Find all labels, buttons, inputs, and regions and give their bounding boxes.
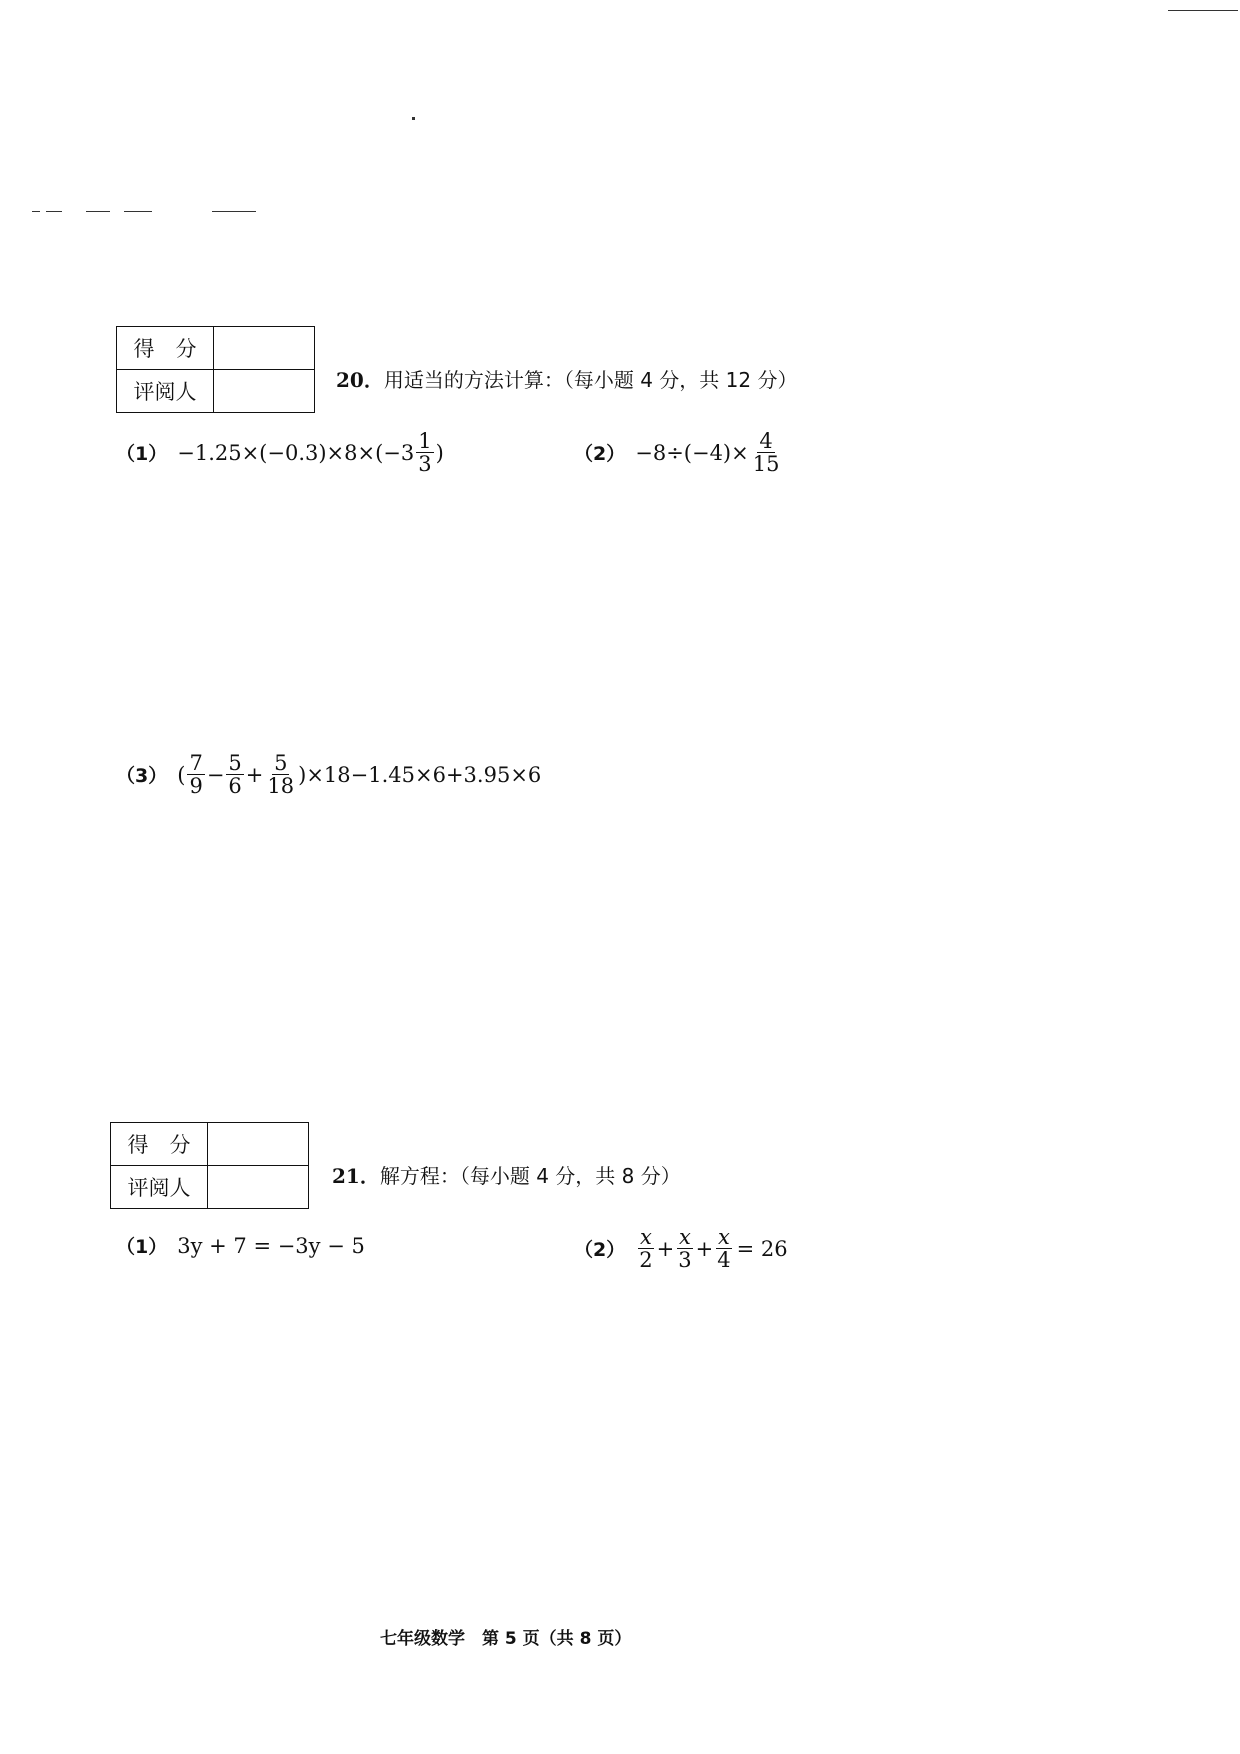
q21-part-2-label: （2） [574,1239,626,1262]
scan-mark-dash [32,211,40,212]
scan-mark-dash [124,211,152,212]
score-label: 得 分 [111,1123,208,1166]
q21-part-2-rhs: = 26 [736,1236,788,1261]
scan-mark-dash [46,211,62,212]
q20-part-3-op-1: − [206,762,225,787]
scan-mark-dash [86,211,110,212]
scan-mark-dash [212,211,256,212]
q21-number: 21． [332,1164,380,1188]
fraction-numerator: 4 [759,429,773,453]
q21-title-text: 解方程： [379,1164,460,1188]
score-label: 得 分 [117,327,214,370]
q20-part-2-fraction [751,430,782,475]
q20-part-1-fraction [416,430,433,475]
q20-part-1 [116,430,444,475]
fraction-denominator: 9 [189,774,203,799]
reviewer-field[interactable] [208,1166,309,1209]
q21-part-1-expr: 3y + 7 = −3y − 5 [177,1233,365,1258]
q20-part-3-fraction-2 [226,752,243,797]
fraction-denominator: 6 [228,774,242,799]
scan-mark-line-top-right [1168,10,1238,11]
q20-part-3-label: （3） [116,765,168,788]
score-field[interactable] [208,1123,309,1166]
q20-part-3 [116,752,541,797]
q20-part-3-open: ( [177,762,186,787]
fraction-denominator: 3 [678,1248,692,1273]
q20-part-3-fraction-1 [187,752,204,797]
q21-part-1 [116,1232,365,1259]
q20-title-text: 用适当的方法计算： [383,368,564,392]
q21-part-2-fraction-1 [637,1226,654,1271]
q20-part-3-rest: )×18−1.45×6+3.95×6 [298,762,542,787]
scan-mark-dot [412,117,415,120]
fraction-numerator: x [717,1225,730,1249]
reviewer-label: 评阅人 [117,370,214,413]
fraction-denominator: 3 [418,452,432,477]
q21-part-2-fraction-3 [715,1226,732,1271]
reviewer-field[interactable] [214,370,315,413]
fraction-numerator: 5 [228,751,242,775]
q20-part-2 [574,430,783,475]
fraction-numerator: x [640,1225,652,1249]
q21-part-2 [574,1226,788,1271]
fraction-denominator: 15 [752,452,780,477]
q20-score-box [116,326,315,413]
page-footer: 七年级数学 第 5 页（共 8 页） [380,1629,632,1649]
fraction-numerator: x [678,1225,691,1249]
fraction-numerator: 5 [274,751,288,775]
q20-part-2-expr: −8÷(−4)× [635,440,749,465]
fraction-denominator: 2 [639,1248,653,1273]
q21-part-2-op-2: + [695,1236,714,1261]
score-field[interactable] [214,327,315,370]
q21-part-2-op-1: + [656,1236,675,1261]
q20-part-3-fraction-3 [265,752,296,797]
q21-score-box [110,1122,309,1209]
reviewer-label: 评阅人 [111,1166,208,1209]
q20-part-1-close: ) [435,440,444,465]
q20-part-1-label: （1） [116,443,168,466]
q21-part-2-fraction-2 [676,1226,693,1271]
q20-number: 20． [336,368,384,392]
q21-part-1-label: （1） [116,1236,168,1258]
fraction-denominator: 4 [717,1248,731,1273]
q20-part-2-label: （2） [574,443,626,466]
fraction-numerator: 1 [418,429,432,453]
q20-title [336,364,797,393]
q20-part-1-expr: −1.25×(−0.3)×8×(−3 [177,440,415,465]
fraction-denominator: 18 [267,774,295,799]
q21-title [332,1160,681,1189]
fraction-numerator: 7 [189,751,203,775]
q20-part-3-op-2: + [245,762,264,787]
q21-points: （每小题 4 分，共 8 分） [459,1164,681,1188]
q20-points: （每小题 4 分，共 12 分） [563,368,798,392]
